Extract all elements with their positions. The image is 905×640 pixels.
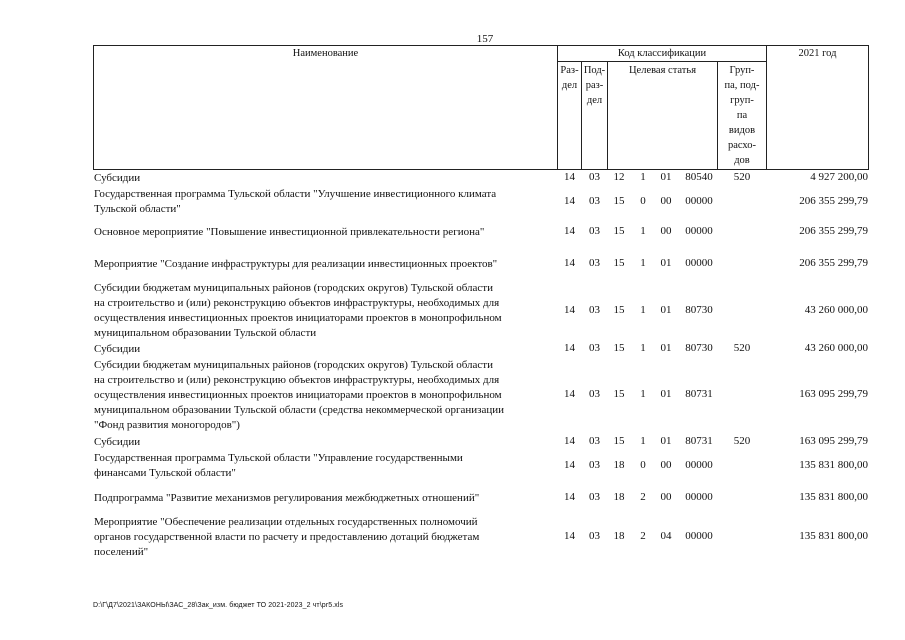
row-amount: 4 927 200,00 [810,171,868,183]
row-event-code: 04 [660,530,672,542]
row-subprogram-code: 1 [640,303,646,316]
row-amount: 135 831 800,00 [799,458,868,471]
row-subprogram-code: 2 [640,491,646,503]
table-row [0,187,905,217]
row-subprogram-code: 1 [640,388,646,400]
row-event-code: 00 [660,491,672,503]
row-subsection: 03 [589,225,600,237]
row-name [94,171,554,186]
row-program-code: 18 [613,458,625,471]
row-section: 14 [564,171,575,183]
row-amount: 135 831 800,00 [799,530,868,542]
row-event-code: 00 [660,225,672,237]
row-program-code: 15 [613,435,625,447]
header-expense-group: Груп- па, под- груп- па видов расхо- дов [724,65,760,166]
header-target-article: Целевая статья [628,65,697,76]
row-subprogram-code: 0 [640,458,646,471]
row-direction-code: 00000 [685,491,713,503]
row-name-line: финансами Тульской области" [94,467,236,479]
row-name-line: осуществления инвестиционных проектов инициаторами проектов в монопрофильном [94,312,502,324]
table-row [0,281,905,341]
row-direction-code: 80731 [685,388,713,400]
row-event-code: 01 [660,257,672,269]
table-row [0,171,905,186]
row-name-line: "Фонд развития моногородов") [94,419,240,431]
row-expense-type: 520 [733,342,751,354]
table-row [0,435,905,450]
row-name [94,358,554,433]
row-section: 14 [564,225,575,237]
row-name [94,491,554,506]
row-name-line: органов государственной власти по расчету и предоставлению дотаций бюджетам [94,531,480,543]
header-section: Раз- дел [560,65,579,91]
row-name [94,342,554,357]
row-expense-type: 520 [733,171,751,183]
row-subprogram-code: 2 [640,530,646,542]
row-subsection: 03 [589,194,600,207]
row-name-line: Субсидии бюджетам муниципальных районов (городских округов) Тульской области [94,282,493,294]
row-event-code: 01 [660,171,672,183]
table-row [0,515,905,560]
row-name-line: Государственная программа Тульской области "Улучшение инвестиционного климата [94,188,497,200]
row-event-code: 01 [660,342,672,354]
file-path-footer: D:\Г\Д7\2021\ЗАКОНЫ\ЗАС_28\Зак_изм. бюджет ТО 2021-2023_2 чт\pr5.xls [93,602,344,609]
row-name-line: Тульской области" [94,203,181,215]
row-direction-code: 80540 [685,171,713,183]
row-name-line: осуществления инвестиционных проектов инициаторами проектов в монопрофильном [94,389,502,401]
row-event-code: 01 [660,303,672,316]
row-expense-type: 520 [733,435,751,447]
row-section: 14 [564,388,575,400]
row-program-code: 15 [613,257,625,269]
row-direction-code: 00000 [685,225,713,237]
row-event-code: 00 [660,194,672,207]
row-name-line: на строительство и (или) реконструкцию объектов инфраструктуры, необходимых для [94,374,500,386]
row-name-line: Субсидии [94,343,141,355]
row-name-line: поселений" [94,546,149,558]
row-direction-code: 00000 [685,257,713,269]
row-name-line: муниципальном образовании Тульской области (средства некоммерческой организации [94,404,505,416]
page-number: 157 [476,33,494,45]
row-section: 14 [564,342,575,354]
row-name [94,435,554,450]
row-section: 14 [564,530,575,542]
table-row [0,358,905,433]
header-code-classification: Код классификации [617,48,707,59]
row-name-line: Субсидии [94,172,141,184]
row-section: 14 [564,194,575,207]
table-row [0,451,905,481]
row-direction-code: 80731 [685,435,713,447]
row-direction-code: 80730 [685,303,713,316]
row-program-code: 15 [613,388,625,400]
row-section: 14 [564,257,575,269]
row-subsection: 03 [589,388,600,400]
row-name-line: Подпрограмма "Развитие механизмов регулирования межбюджетных отношений" [94,492,480,504]
row-name [94,257,554,272]
row-direction-code: 00000 [685,530,713,542]
row-subprogram-code: 1 [640,171,646,183]
row-amount: 206 355 299,79 [799,257,868,269]
row-event-code: 01 [660,388,672,400]
row-section: 14 [564,458,575,471]
table-row [0,257,905,272]
row-direction-code: 00000 [685,194,713,207]
row-subsection: 03 [589,303,600,316]
row-event-code: 00 [660,458,672,471]
row-name-line: Основное мероприятие "Повышение инвестиционной привлекательности региона" [94,226,485,238]
row-program-code: 15 [613,225,625,237]
row-name [94,281,554,341]
row-name-line: муниципальном образовании Тульской области [94,327,317,339]
row-program-code: 15 [613,342,625,354]
row-name-line: Субсидии [94,436,141,448]
row-amount: 206 355 299,79 [799,225,868,237]
header-name: Наименование [292,48,359,59]
header-year: 2021 год [798,48,837,59]
table-row [0,491,905,506]
row-amount: 163 095 299,79 [799,388,868,400]
row-subprogram-code: 1 [640,225,646,237]
row-subprogram-code: 0 [640,194,646,207]
row-subprogram-code: 1 [640,342,646,354]
row-subsection: 03 [589,458,600,471]
row-subsection: 03 [589,435,600,447]
row-section: 14 [564,435,575,447]
row-program-code: 12 [613,171,625,183]
table-row [0,342,905,357]
row-amount: 43 260 000,00 [804,342,868,354]
row-subsection: 03 [589,342,600,354]
row-program-code: 18 [613,530,625,542]
row-amount: 206 355 299,79 [799,194,868,207]
row-subprogram-code: 1 [640,257,646,269]
row-amount: 43 260 000,00 [804,303,868,316]
row-program-code: 15 [613,194,625,207]
row-name [94,225,554,240]
row-section: 14 [564,491,575,503]
row-program-code: 15 [613,303,625,316]
row-subsection: 03 [589,491,600,503]
row-subsection: 03 [589,530,600,542]
row-direction-code: 00000 [685,458,713,471]
row-name-line: Мероприятие "Обеспечение реализации отдельных государственных полномочий [94,516,478,528]
table-row [0,225,905,240]
row-name-line: Государственная программа Тульской области "Управление государственными [94,452,463,464]
row-event-code: 01 [660,435,672,447]
row-program-code: 18 [613,491,625,503]
row-direction-code: 80730 [685,342,713,354]
header-subsection: Под- раз- дел [583,65,606,106]
row-name-line: Субсидии бюджетам муниципальных районов (городских округов) Тульской области [94,359,493,371]
row-subsection: 03 [589,257,600,269]
row-name-line: на строительство и (или) реконструкцию объектов инфраструктуры, необходимых для [94,297,500,309]
row-subprogram-code: 1 [640,435,646,447]
row-name [94,451,554,481]
row-section: 14 [564,303,575,316]
row-name [94,515,554,560]
row-name-line: Мероприятие "Создание инфраструктуры для реализации инвестиционных проектов" [94,258,498,270]
row-amount: 163 095 299,79 [799,435,868,447]
row-amount: 135 831 800,00 [799,491,868,503]
row-subsection: 03 [589,171,600,183]
row-name [94,187,554,217]
